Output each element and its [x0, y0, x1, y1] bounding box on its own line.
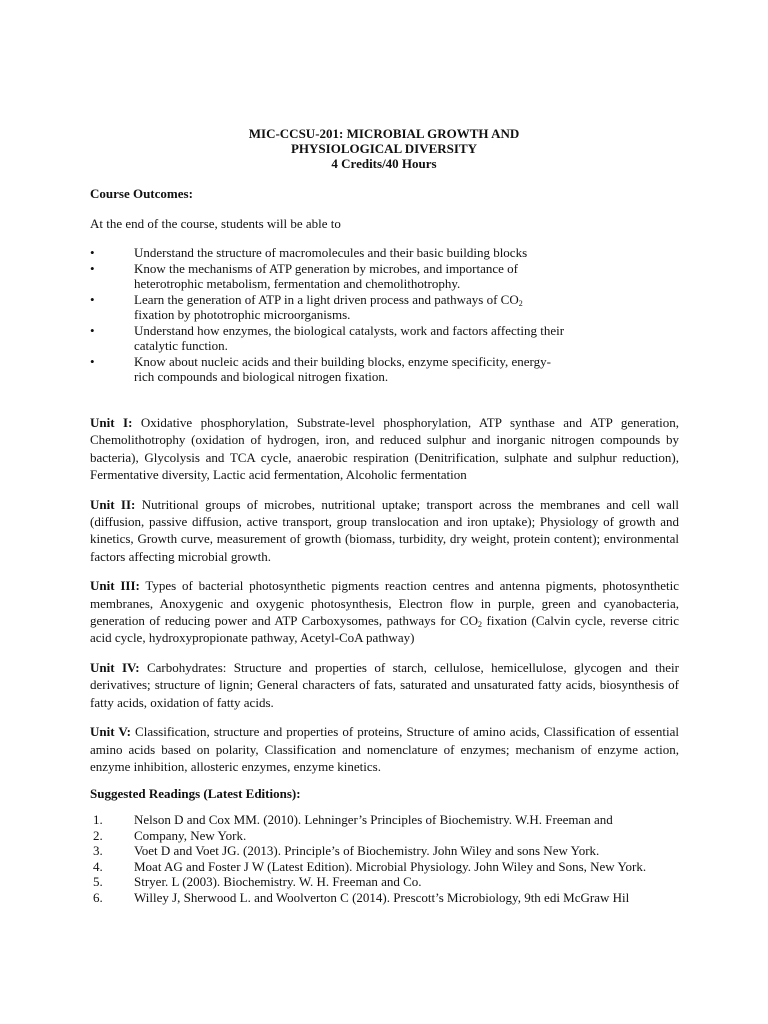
reading-text: Company, New York.	[134, 827, 247, 843]
reading-number: 3.	[93, 843, 103, 859]
reading-number: 6.	[93, 889, 103, 905]
title-line-2: PHYSIOLOGICAL DIVERSITY	[290, 141, 478, 156]
unit-2-paragraph	[90, 496, 679, 565]
unit-4-label: Unit IV:	[90, 660, 140, 676]
unit-5-paragraph	[90, 723, 679, 775]
reading-item	[90, 843, 646, 859]
outcome-item	[90, 292, 610, 323]
unit-4-text: Carbohydrates: Structure and properties of starch, cellulose, hemicellulose, glycogen and their derivatives; structure of lignin; General characters of fats, saturated and unsaturated fatty acids, biosynthesis of fatty acids, oxidation of fatty acids.	[90, 660, 680, 710]
unit-2-text: Nutritional groups of microbes, nutritional uptake; transport across the membranes and cell wall (diffusion, passive diffusion, active transport, group translocation and iron uptake); Physiology of growth and kinetics, Growth curve, measurement of growth (biomass, turbidity, dry weight, protein content); environmental factors affecting microbial growth.	[90, 496, 679, 564]
reading-text: Stryer. L (2003). Biochemistry. W. H. Freeman and Co.	[134, 874, 422, 890]
outcome-item	[90, 261, 610, 292]
outcome-text: Know about nucleic acids and their building blocks, enzyme specificity, energy-	[134, 353, 551, 369]
unit-3-paragraph	[90, 577, 679, 646]
unit-5-text: Classification, structure and properties of proteins, Structure of amino acids, Classification of essential amino acids based on polarity, Classification and nomenclature of enzymes; mechanism of enzyme action, enzyme inhibition, allosteric enzymes, enzyme kinetics.	[90, 724, 679, 775]
outcome-text-continued: catalytic function.	[134, 338, 228, 353]
unit-3-label: Unit III:	[90, 578, 140, 594]
reading-text: Nelson D and Cox MM. (2010). Lehninger’s Principles of Biochemistry. W.H. Freeman and	[134, 812, 613, 827]
bullet-icon: •	[90, 291, 95, 307]
units-section	[90, 414, 679, 788]
document-title	[0, 126, 768, 171]
reading-item	[90, 859, 646, 875]
bullet-icon: •	[90, 245, 95, 260]
outcome-item	[90, 354, 610, 385]
reading-item	[90, 828, 646, 844]
credits-line: 4 Credits/40 Hours	[331, 156, 437, 171]
subscript: 2	[518, 298, 523, 308]
subscript: 2	[478, 619, 482, 629]
title-line-1: MIC-CCSU-201: MICROBIAL GROWTH AND	[248, 126, 520, 141]
outcome-text: Understand the structure of macromolecules and their basic building blocks	[134, 245, 528, 260]
bullet-icon: •	[90, 353, 95, 369]
reading-number: 4.	[93, 858, 103, 874]
suggested-readings-list	[90, 812, 646, 906]
suggested-readings-heading: Suggested Readings (Latest Editions):	[90, 786, 301, 801]
unit-3-text-continued: fixation (Calvin cycle, reverse citric acid cycle, hydroxypropionate pathway, Acetyl-CoA pathway)	[90, 612, 679, 646]
bullet-icon: •	[90, 260, 95, 276]
outcome-text-part: Learn the generation of ATP in a light driven process and pathways of CO	[134, 291, 519, 307]
bullet-icon: •	[90, 322, 95, 338]
unit-5-label: Unit V:	[90, 724, 131, 740]
unit-2-label: Unit II:	[90, 496, 136, 512]
outcome-text: Understand how enzymes, the biological catalysts, work and factors affecting their	[134, 322, 565, 338]
unit-4-paragraph	[90, 659, 679, 711]
reading-item	[90, 812, 646, 828]
reading-number: 1.	[93, 812, 103, 827]
outcome-text-continued: rich compounds and biological nitrogen fixation.	[134, 369, 389, 384]
outcome-text-continued: heterotrophic metabolism, fermentation and chemolithotrophy.	[134, 276, 461, 291]
reading-text: Voet D and Voet JG. (2013). Principle’s of Biochemistry. John Wiley and sons New York.	[134, 843, 600, 859]
unit-1-label: Unit I:	[90, 415, 133, 430]
reading-item	[90, 874, 646, 890]
outcome-item	[90, 323, 610, 354]
reading-text: Moat AG and Foster J W (Latest Edition). Microbial Physiology. John Wiley and Sons, New York.	[134, 858, 647, 874]
unit-1-text: Oxidative phosphorylation, Substrate-level phosphorylation, ATP synthase and ATP generation, Chemolithotrophy (oxidation of hydrogen, iron, and reduced sulphur and inorganic nitrogen compounds by bacteria), Glycolysis and TCA cycle, anaerobic respiration (Denitrification, sulphate and sulphur reduction), Fermentative diversity, Lactic acid fermentation, Alcoholic fermentation	[90, 415, 679, 482]
outcome-item	[90, 245, 610, 261]
unit-1-paragraph	[90, 414, 679, 483]
outcome-text: Know the mechanisms of ATP generation by microbes, and importance of	[134, 260, 519, 276]
reading-number: 5.	[93, 874, 103, 890]
outcome-text	[134, 292, 610, 308]
course-outcomes-heading: Course Outcomes:	[90, 186, 193, 201]
course-outcomes-list	[90, 245, 610, 385]
reading-item	[90, 890, 646, 906]
course-outcomes-intro: At the end of the course, students will be able to	[90, 216, 341, 231]
reading-text: Willey J, Sherwood L. and Woolverton C (2014). Prescott’s Microbiology, 9th edi McGraw Hil	[134, 889, 630, 905]
unit-3-text: Types of bacterial photosynthetic pigments reaction centres and antenna pigments, photosynthetic membranes, Anoxygenic and oxygenic photosynthesis, Electron flow in purple, green and cyanobacteria, generation of reducing power and ATP Carboxysomes, pathways for CO	[90, 578, 679, 628]
reading-number: 2.	[93, 827, 103, 843]
outcome-text-continued: fixation by phototrophic microorganisms.	[134, 307, 351, 322]
